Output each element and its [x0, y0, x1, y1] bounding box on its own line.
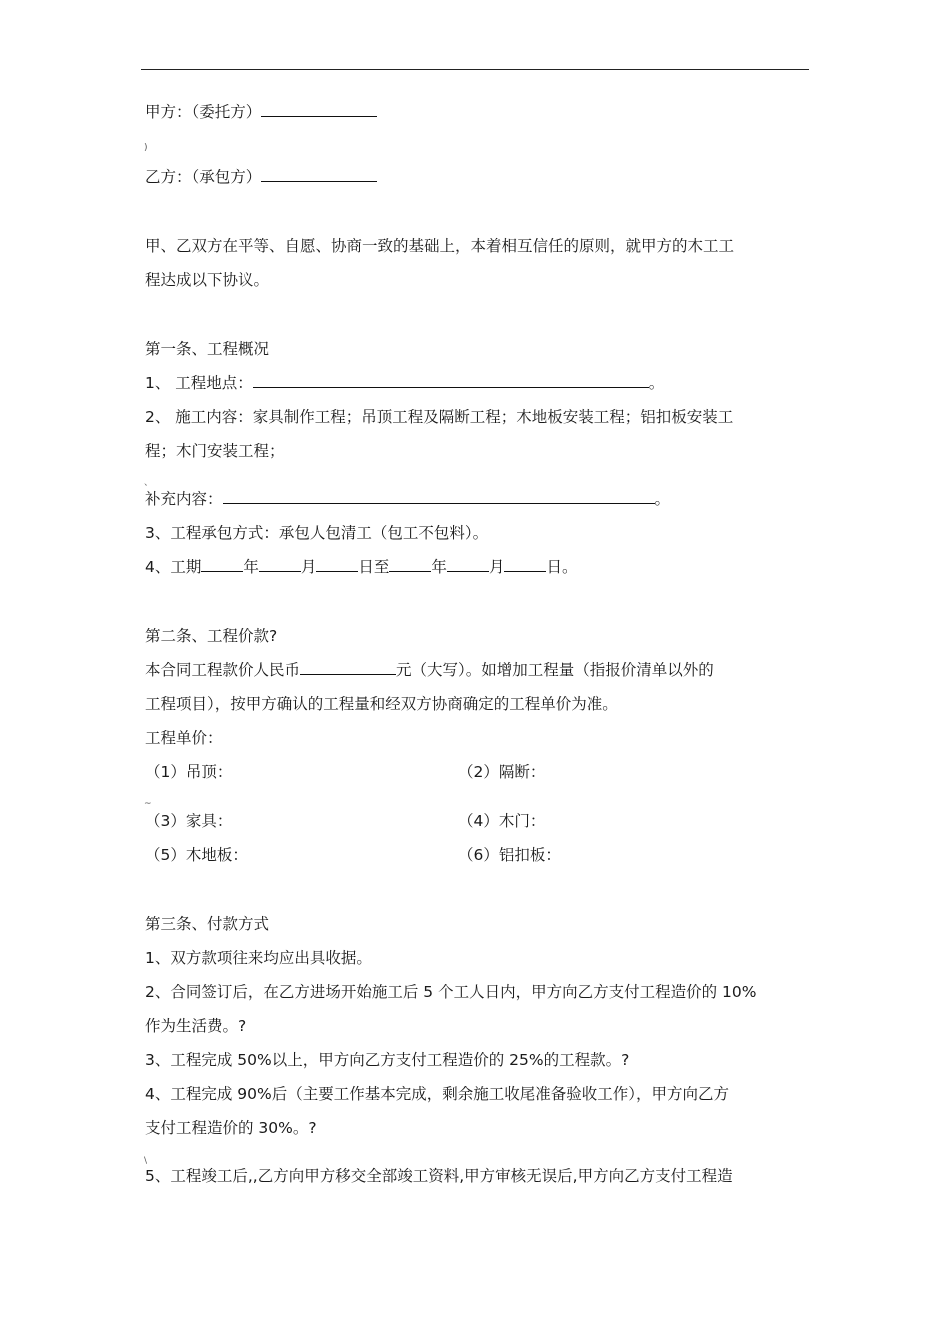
article3-line: 5、工程竣工后,,乙方向甲方移交全部竣工资料,甲方审核无误后,甲方向乙方支付工程造: [145, 1167, 733, 1185]
unit-price-item: （2）隔断：: [458, 763, 546, 781]
price-suffix: 元（大写）。如增加工程量（指报价清单以外的: [396, 661, 714, 679]
intro-line-2: 程达成以下协议。: [145, 271, 270, 289]
supplement-blank[interactable]: [223, 489, 655, 504]
location-label: 1、 工程地点：: [145, 374, 253, 392]
price-blank[interactable]: [300, 660, 396, 675]
intro-line-1: 甲、乙双方在平等、自愿、协商一致的基础上，本着相互信任的原则，就甲方的木工工: [145, 237, 735, 255]
day-to-label: 日至: [358, 558, 390, 576]
article1-item2-line1: 2、 施工内容：家具制作工程；吊顶工程及隔断工程；木地板安装工程；铝扣板安装工: [145, 408, 734, 426]
supplement-end: 。: [654, 490, 671, 508]
party-b-label: 乙方：（承包方）: [145, 168, 262, 186]
year-label: 年: [431, 558, 447, 576]
margin-mark: 、: [144, 478, 154, 488]
party-a-line: [145, 102, 377, 122]
header-rule: [141, 69, 809, 70]
start-day-blank[interactable]: [316, 557, 358, 572]
day-end-label: 日。: [546, 558, 578, 576]
year-label: 年: [243, 558, 259, 576]
location-blank[interactable]: [253, 373, 649, 388]
end-year-blank[interactable]: [389, 557, 431, 572]
month-label: 月: [488, 558, 505, 576]
article3-line: 3、工程完成 50%以上，甲方向乙方支付工程造价的 25%的工程款。?: [145, 1051, 630, 1069]
article1-title: 第一条、工程概况: [145, 340, 270, 358]
unit-price-item: （3）家具：: [145, 812, 233, 830]
article3-line: 4、工程完成 90%后（主要工作基本完成，剩余施工收尾准备验收工作），甲方向乙方: [145, 1085, 729, 1103]
article2-line2: 工程项目），按甲方确认的工程量和经双方协商确定的工程单价为准。: [145, 695, 618, 713]
margin-mark: ~: [144, 799, 152, 809]
margin-mark: \: [144, 1156, 148, 1166]
start-year-blank[interactable]: [201, 557, 243, 572]
party-a-label: 甲方：（委托方）: [145, 103, 262, 121]
location-end: 。: [648, 374, 665, 392]
party-b-line: [145, 167, 377, 187]
article3-line: 支付工程造价的 30%。?: [145, 1119, 317, 1137]
unit-price-label: 工程单价：: [145, 729, 223, 747]
unit-price-item: （6）铝扣板：: [458, 846, 561, 864]
end-month-blank[interactable]: [447, 557, 489, 572]
month-label: 月: [300, 558, 317, 576]
article3-line: 1、双方款项往来均应出具收据。: [145, 949, 372, 967]
article1-item1: [145, 373, 664, 393]
duration-label: 4、工期: [145, 558, 202, 576]
article3-line: 2、合同签订后，在乙方进场开始施工后 5 个工人日内，甲方向乙方支付工程造价的 10%: [145, 983, 757, 1001]
party-b-blank[interactable]: [261, 167, 377, 182]
supplement-label: 补充内容：: [145, 490, 223, 508]
margin-mark: ): [144, 143, 148, 153]
unit-price-item: （4）木门：: [458, 812, 546, 830]
supplement-line: [145, 489, 670, 509]
article3-line: 作为生活费。?: [145, 1017, 247, 1035]
article1-item3: 3、工程承包方式：承包人包清工（包工不包料）。: [145, 524, 489, 542]
price-label: 本合同工程款价人民币: [145, 661, 301, 679]
unit-price-item: （5）木地板：: [145, 846, 248, 864]
start-month-blank[interactable]: [259, 557, 301, 572]
article2-line1: [145, 660, 714, 680]
party-a-blank[interactable]: [261, 102, 377, 117]
article3-title: 第三条、付款方式: [145, 915, 270, 933]
end-day-blank[interactable]: [504, 557, 546, 572]
unit-price-item: （1）吊顶：: [145, 763, 233, 781]
article1-item4: [145, 557, 577, 577]
article2-title: 第二条、工程价款?: [145, 627, 278, 645]
article1-item2-line2: 程；木门安装工程；: [145, 442, 285, 460]
